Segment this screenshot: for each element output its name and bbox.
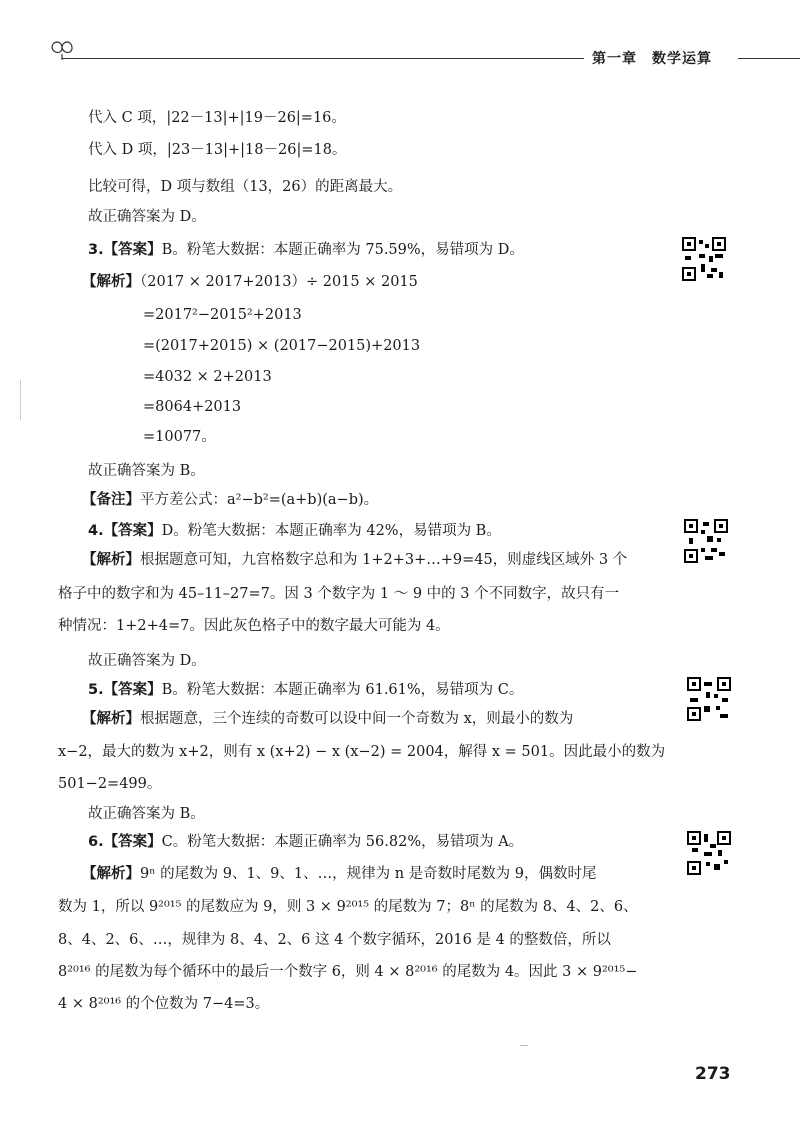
qr-code-icon: [686, 830, 732, 876]
analysis-line: 种情况：1+2+4=7。因此灰色格子中的数字最大可能为 4。: [58, 618, 450, 634]
text-line: 故正确答案为 B。: [88, 806, 205, 822]
header-rule-left: [62, 58, 584, 59]
text-line: 比较可得，D 项与数组（13，26）的距离最大。: [88, 179, 403, 195]
text-line: 故正确答案为 B。: [88, 463, 205, 479]
calc-step: =4032 × 2+2013: [143, 369, 272, 385]
analysis-line: 【解析】9ⁿ 的尾数为 9、1、9、1、…，规律为 n 是奇数时尾数为 9，偶数时尾: [82, 866, 597, 882]
margin-mark: [20, 380, 21, 420]
chapter-title: 第一章 数学运算: [592, 51, 712, 67]
calc-step: =10077。: [143, 429, 216, 445]
note-line: 【备注】平方差公式：a²−b²=(a+b)(a−b)。: [82, 492, 379, 508]
text-line: 代入 C 项，|22－13|+|19－26|=16。: [88, 110, 346, 126]
qr-code-icon: [683, 518, 729, 564]
analysis-line: 8、4、2、6、…，规律为 8、4、2、6 这 4 个数字循环，2016 是 4 的整数倍，所以: [58, 932, 611, 948]
analysis-line: 数为 1，所以 9²⁰¹⁵ 的尾数应为 9，则 3 × 9²⁰¹⁵ 的尾数为 7；8ⁿ 的尾数为 8、4、2、6、: [58, 899, 638, 915]
analysis-line: 【解析】根据题意，三个连续的奇数可以设中间一个奇数为 x，则最小的数为: [82, 711, 574, 727]
text-line: 代入 D 项，|23－13|+|18－26|=18。: [88, 142, 347, 158]
page-number: 273: [695, 1064, 731, 1084]
scan-mark: [520, 1045, 528, 1046]
qr-code-icon: [686, 676, 732, 722]
analysis-line: 8²⁰¹⁶ 的尾数为每个循环中的最后一个数字 6，则 4 × 8²⁰¹⁶ 的尾数为 4。因此 3 × 9²⁰¹⁵−: [58, 964, 638, 980]
analysis-line: x−2，最大的数为 x+2，则有 x (x+2) − x (x−2) = 2004，解得 x = 501。因此最小的数为: [58, 744, 666, 760]
answer-line: 3.【答案】B。粉笔大数据：本题正确率为 75.59%，易错项为 D。: [88, 242, 524, 258]
qr-code-icon: [681, 236, 727, 282]
text-line: 故正确答案为 D。: [88, 209, 206, 225]
answer-line: 5.【答案】B。粉笔大数据：本题正确率为 61.61%，易错项为 C。: [88, 682, 524, 698]
answer-line: 4.【答案】D。粉笔大数据：本题正确率为 42%，易错项为 B。: [88, 523, 501, 539]
page-header: [0, 0, 800, 70]
analysis-line: 【解析】根据题意可知，九宫格数字总和为 1+2+3+…+9=45，则虚线区域外 3 个: [82, 552, 628, 568]
formula: |23－13|+|18－26|=18。: [166, 142, 347, 158]
analysis-line: 格子中的数字和为 45–11–27=7。因 3 个数字为 1 ～ 9 中的 3 个不同数字，故只有一: [58, 586, 620, 602]
analysis-line: 【解析】（2017 × 2017+2013）÷ 2015 × 2015: [82, 274, 418, 290]
formula: |22－13|+|19－26|=16。: [166, 110, 346, 126]
calc-step: =2017²−2015²+2013: [143, 307, 302, 323]
answer-line: 6.【答案】C。粉笔大数据：本题正确率为 56.82%，易错项为 A。: [88, 834, 524, 850]
header-rule-right: [738, 58, 800, 59]
calc-step: =(2017+2015) × (2017−2015)+2013: [143, 338, 421, 354]
calc-step: =8064+2013: [143, 399, 242, 415]
text-line: 故正确答案为 D。: [88, 653, 206, 669]
analysis-line: 501−2=499。: [58, 776, 162, 792]
analysis-line: 4 × 8²⁰¹⁶ 的个位数为 7−4=3。: [58, 996, 270, 1012]
